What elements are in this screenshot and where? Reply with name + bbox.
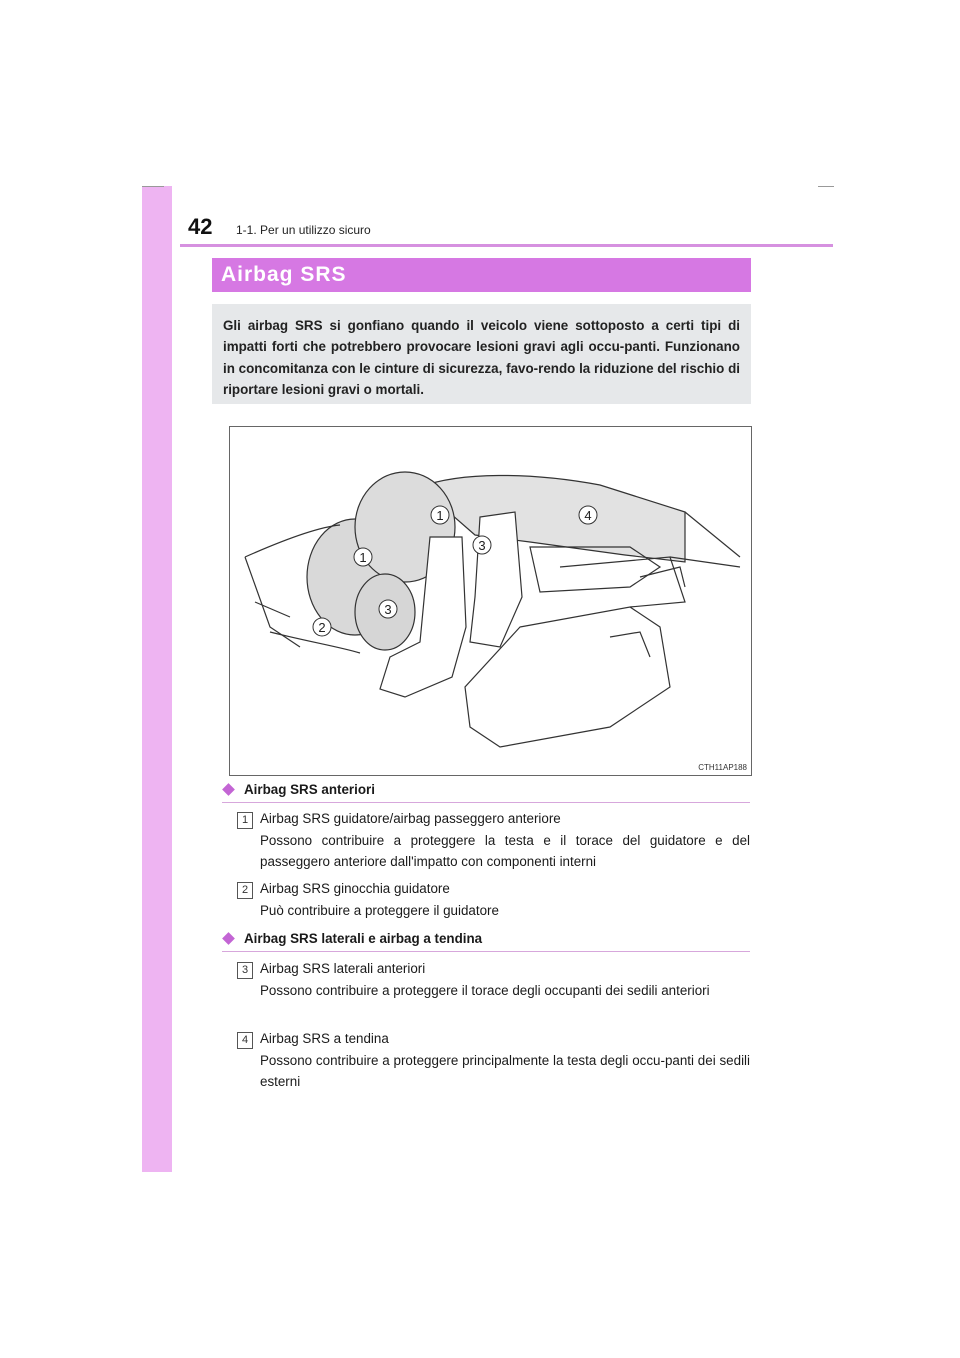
section-title: 1-1. Per un utilizzo sicuro <box>236 223 371 237</box>
item-title: Airbag SRS guidatore/airbag passeggero anteriore <box>260 811 561 826</box>
item-description: Può contribuire a proteggere il guidatore <box>260 903 499 918</box>
header-rule <box>180 244 833 247</box>
item-title: Airbag SRS a tendina <box>260 1031 389 1046</box>
subheading-side-curtain-airbags <box>222 931 750 952</box>
item-title: Airbag SRS laterali anteriori <box>260 961 426 976</box>
callout-1-upper <box>431 506 449 524</box>
airbag-illustration <box>229 426 752 776</box>
item-description: Possono contribuire a proteggere principalmente la testa degli occu-panti dei sedili esterni <box>260 1053 750 1089</box>
callout-2 <box>313 618 331 636</box>
intro-text: Gli airbag SRS si gonfiano quando il veicolo viene sottoposto a certi tipi di impatti forti che potrebbero provocare lesioni gravi agli occu-panti. Funzionano in concomitanza con le cinture di sicurezza, favo-rendo la riduzione del rischio di riportare lesioni gravi o mortali. <box>223 318 740 398</box>
title-band <box>212 258 751 292</box>
item-number-2: 2 <box>237 882 253 899</box>
intro-box <box>212 304 751 404</box>
subheading-text: Airbag SRS laterali e airbag a tendina <box>244 931 483 946</box>
callout-1-lower <box>354 548 372 566</box>
callout-label: 4 <box>584 508 592 523</box>
callout-label: 3 <box>384 602 392 617</box>
callout-label: 3 <box>478 538 486 553</box>
callout-4 <box>579 506 597 524</box>
callout-3-lower <box>379 600 397 618</box>
callout-label: 1 <box>359 550 367 565</box>
crop-mark-right <box>818 186 834 187</box>
side-thumb-tab <box>142 186 172 1172</box>
page-title: Airbag SRS <box>221 263 347 286</box>
item-title: Airbag SRS ginocchia guidatore <box>260 881 450 896</box>
callout-label: 1 <box>436 508 444 523</box>
subheading-front-airbags <box>222 782 750 803</box>
subheading-text: Airbag SRS anteriori <box>244 782 375 797</box>
figure-code: CTH11AP188 <box>698 763 747 772</box>
callout-3-upper <box>473 536 491 554</box>
car-interior-drawing <box>230 427 751 775</box>
crop-mark-left <box>142 186 164 187</box>
diamond-bullet-icon <box>222 783 235 796</box>
item-description: Possono contribuire a proteggere la testa e il torace del guidatore e del passeggero anteriore dall'impatto con componenti interni <box>260 833 750 869</box>
item-number-3: 3 <box>237 962 253 979</box>
item-number-4: 4 <box>237 1032 253 1049</box>
diamond-bullet-icon <box>222 932 235 945</box>
item-number-1: 1 <box>237 812 253 829</box>
item-description: Possono contribuire a proteggere il torace degli occupanti dei sedili anteriori <box>260 983 710 998</box>
page-number: 42 <box>188 214 213 239</box>
callout-label: 2 <box>318 620 326 635</box>
